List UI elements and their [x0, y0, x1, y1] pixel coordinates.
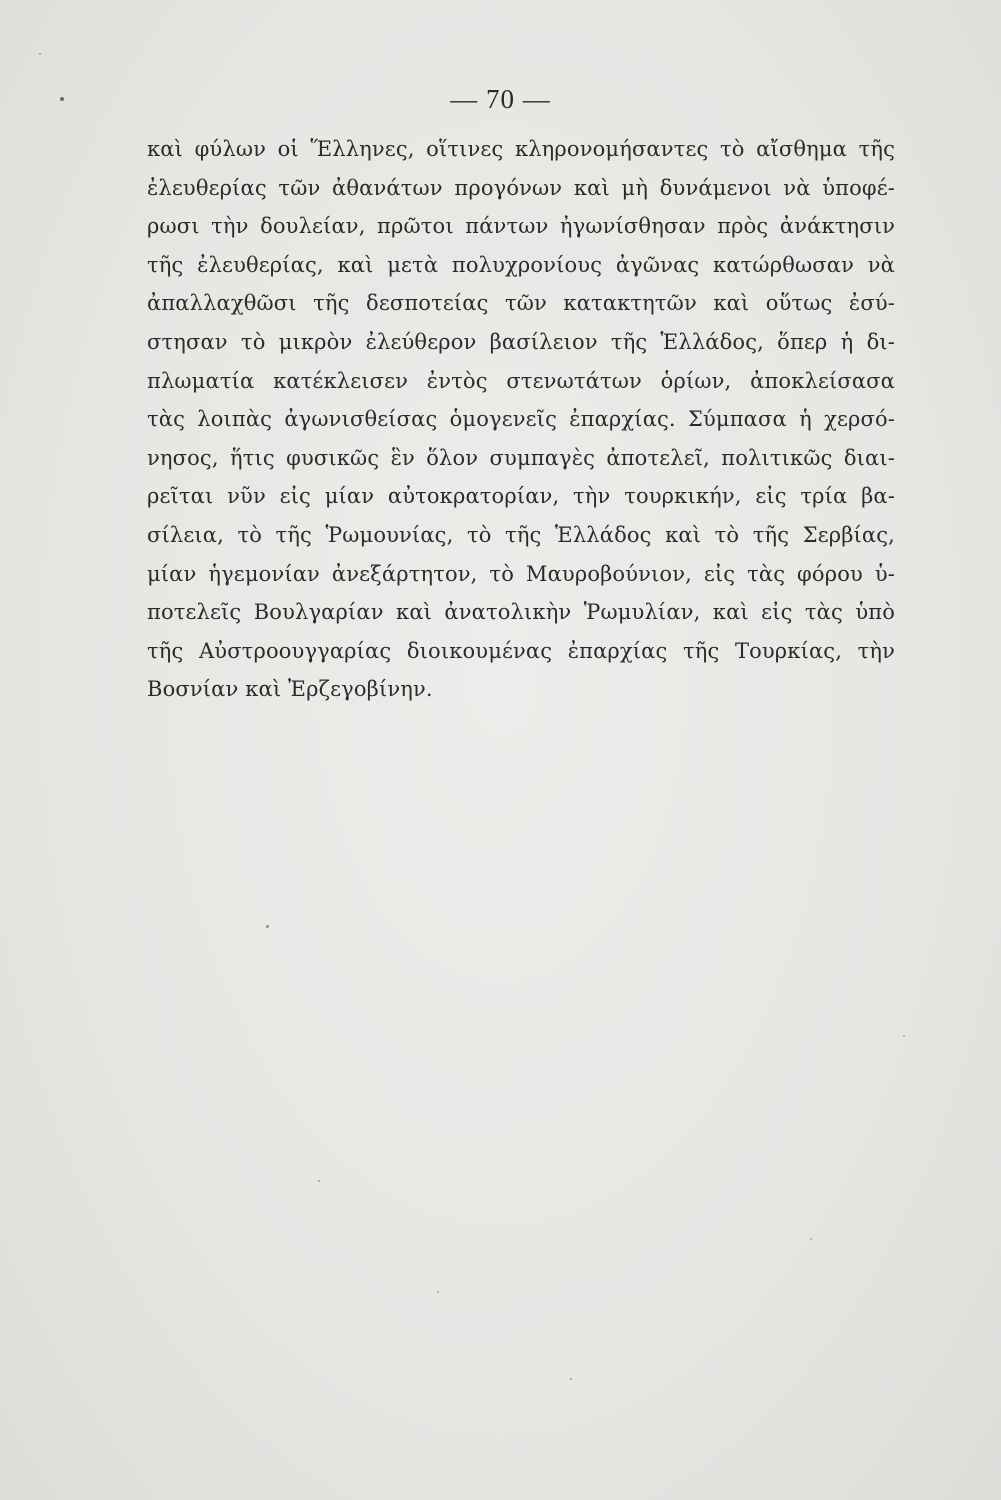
text-line: ποτελεῖς Βουλγαρίαν καὶ ἀνατολικὴν Ῥωμυλίαν, καὶ εἰς τὰς ὑπὸ: [147, 600, 895, 625]
text-line: τὰς λοιπὰς ἀγωνισθείσας ὁμογενεῖς ἐπαρχίας. Σύμπασα ἡ χερσό-: [147, 407, 895, 432]
text-line: νησος, ἥτις φυσικῶς ἓν ὅλον συμπαγὲς ἀποτελεῖ, πολιτικῶς διαι-: [147, 445, 895, 470]
text-line-last: Βοσνίαν καὶ Ἐρζεγοβίνην.: [147, 677, 433, 702]
text-line: μίαν ἡγεμονίαν ἀνεξάρτητον, τὸ Μαυροβούνιον, εἰς τὰς φόρου ὑ-: [147, 561, 895, 586]
text-line: ρωσι τὴν δουλείαν, πρῶτοι πάντων ἠγωνίσθησαν πρὸς ἀνάκτησιν: [147, 214, 895, 239]
ink-speck: [39, 53, 41, 55]
text-line: ἐλευθερίας τῶν ἀθανάτων προγόνων καὶ μὴ δυνάμενοι νὰ ὑποφέ-: [147, 175, 895, 200]
text-line: ρεῖται νῦν εἰς μίαν αὐτοκρατορίαν, τὴν τουρκικήν, εἰς τρία βα-: [147, 484, 895, 509]
text-line: στησαν τὸ μικρὸν ἐλεύθερον βασίλειον τῆς Ἑλλάδος, ὅπερ ἡ δι-: [147, 329, 895, 354]
ink-speck: [318, 1180, 320, 1182]
text-line: τῆς ἐλευθερίας, καὶ μετὰ πολυχρονίους ἀγῶνας κατώρθωσαν νὰ: [147, 252, 895, 277]
text-line: πλωματία κατέκλεισεν ἐντὸς στενωτάτων ὁρίων, ἀποκλείσασα: [147, 368, 895, 393]
text-line: τῆς Αὐστροουγγαρίας διοικουμένας ἐπαρχίας τῆς Τουρκίας, τὴν: [147, 638, 895, 663]
ink-speck: [903, 1035, 905, 1037]
ink-speck: [266, 925, 269, 928]
body-text: [147, 130, 895, 709]
page-number-header: — 70 —: [450, 84, 551, 114]
text-line: σίλεια, τὸ τῆς Ῥωμουνίας, τὸ τῆς Ἑλλάδος καὶ τὸ τῆς Σερβίας,: [147, 522, 895, 547]
text-line: ἀπαλλαχθῶσι τῆς δεσποτείας τῶν κατακτητῶν καὶ οὕτως ἐσύ-: [147, 291, 895, 316]
text-line: καὶ φύλων οἱ Ἕλληνες, οἵτινες κληρονομήσαντες τὸ αἴσθημα τῆς: [147, 137, 895, 161]
ink-speck: [810, 1238, 812, 1240]
ink-speck: [437, 1291, 439, 1293]
ink-speck: [570, 1378, 572, 1380]
